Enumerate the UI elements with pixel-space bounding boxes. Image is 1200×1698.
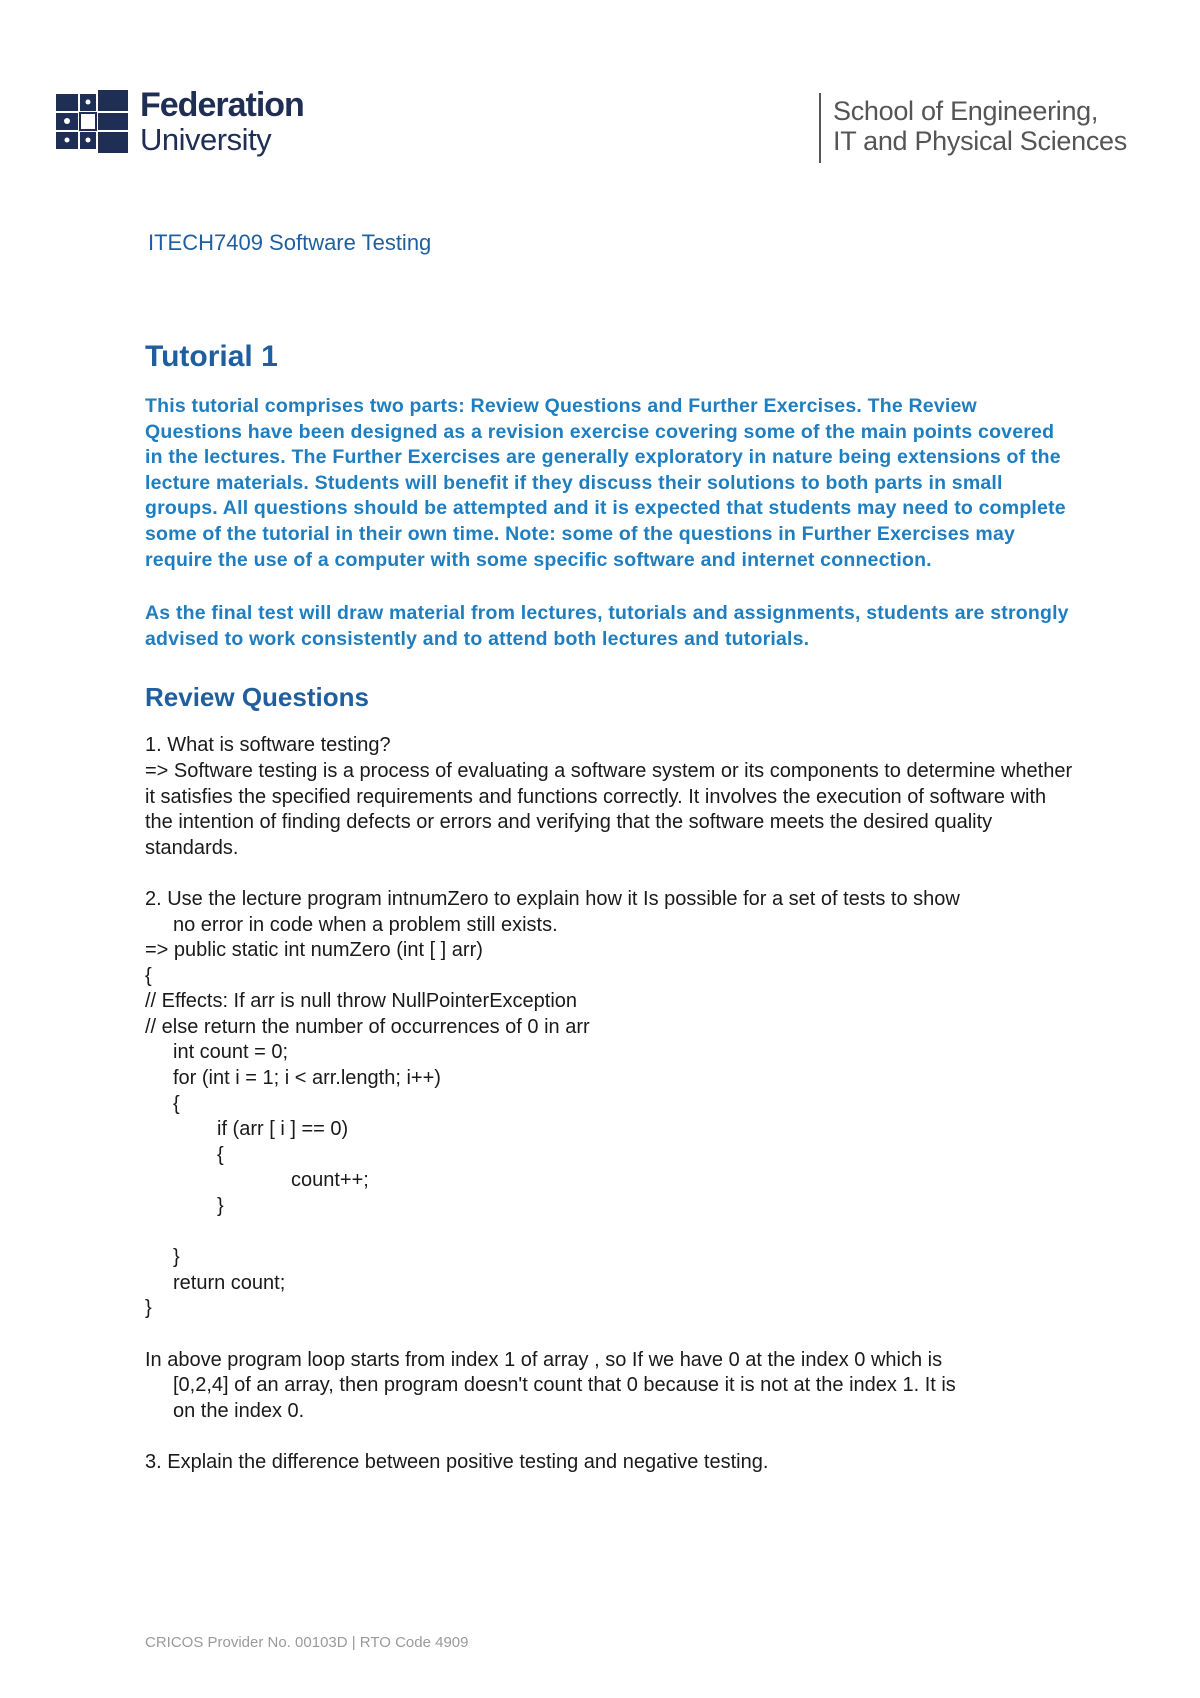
code-line: } <box>145 1297 152 1320</box>
code-line: if (arr [ i ] == 0) <box>217 1118 349 1141</box>
spacer <box>145 1424 1075 1450</box>
q2-explanation-line-2: [0,2,4] of an array, then program doesn't count that 0 because it is not at the index 1. It is <box>173 1374 956 1397</box>
code-line: } <box>173 1246 180 1269</box>
school-line-1: School of Engineering, <box>833 96 1099 126</box>
code-line: // Effects: If arr is null throw NullPointerException <box>145 990 578 1013</box>
q2-question-line-1: 2. Use the lecture program intnumZero to explain how it Is possible for a set of tests to show <box>145 887 960 910</box>
document-body <box>145 340 1075 1476</box>
course-title: ITECH7409 Software Testing <box>148 230 432 255</box>
q2-code-block <box>145 938 1075 1322</box>
header-divider <box>819 93 821 163</box>
code-line: } <box>217 1195 224 1218</box>
spacer <box>145 861 1075 887</box>
code-line: { <box>145 964 152 987</box>
q1-question: 1. What is software testing? <box>145 734 391 757</box>
code-line: return count; <box>173 1271 286 1294</box>
q1-answer: => Software testing is a process of evaluating a software system or its components to determine whether it satisfies the specified requirements and functions correctly. It involves the execution of software with the intention of finding defects or errors and verifying that the software meets the desired quality standards. <box>145 759 1073 859</box>
q2-question-line-2: no error in code when a problem still exists. <box>173 913 558 936</box>
flag-emblem-icon <box>56 90 132 154</box>
code-line: count++; <box>291 1169 369 1192</box>
logo-line-1: Federation <box>140 86 304 124</box>
school-name <box>833 96 1127 156</box>
federation-university-logo <box>56 86 326 166</box>
logo-line-2: University <box>140 122 272 157</box>
code-line: { <box>173 1092 180 1115</box>
code-line: // else return the number of occurrences of 0 in arr <box>145 1015 590 1038</box>
intro-paragraph: This tutorial comprises two parts: Review Questions and Further Exercises. The Review Questions have been designed as a revision exercise covering some of the main points covered in the lectures. The Further Exercises are generally exploratory in nature being extensions of the lecture materials. Students will benefit if they discuss their solutions to both parts in small groups. All questions should be attempted and it is expected that students may need to complete some of the tutorial in their own time. Note: some of the questions in Further Exercises may require the use of a computer with some specific software and internet connection. <box>145 395 1066 571</box>
code-line: { <box>217 1143 224 1166</box>
review-questions-heading: Review Questions <box>145 682 369 713</box>
tutorial-title: Tutorial 1 <box>145 340 278 373</box>
code-line: => public static int numZero (int [ ] arr) <box>145 939 483 962</box>
q3-question: 3. Explain the difference between positive testing and negative testing. <box>145 1450 769 1473</box>
page-footer: CRICOS Provider No. 00103D | RTO Code 4909 <box>145 1634 469 1651</box>
code-line: int count = 0; <box>173 1041 289 1064</box>
spacer <box>145 1322 1075 1348</box>
final-test-note: As the final test will draw material from lectures, tutorials and assignments, students are strongly advised to work consistently and to attend both lectures and tutorials. <box>145 602 1069 650</box>
spacer <box>145 1220 1075 1246</box>
q2-explanation-line-3: on the index 0. <box>173 1399 305 1422</box>
code-line: for (int i = 1; i < arr.length; i++) <box>173 1067 441 1090</box>
q2-explanation-line-1: In above program loop starts from index 1 of array , so If we have 0 at the index 0 which is <box>145 1348 943 1371</box>
school-line-2: IT and Physical Sciences <box>833 126 1127 156</box>
